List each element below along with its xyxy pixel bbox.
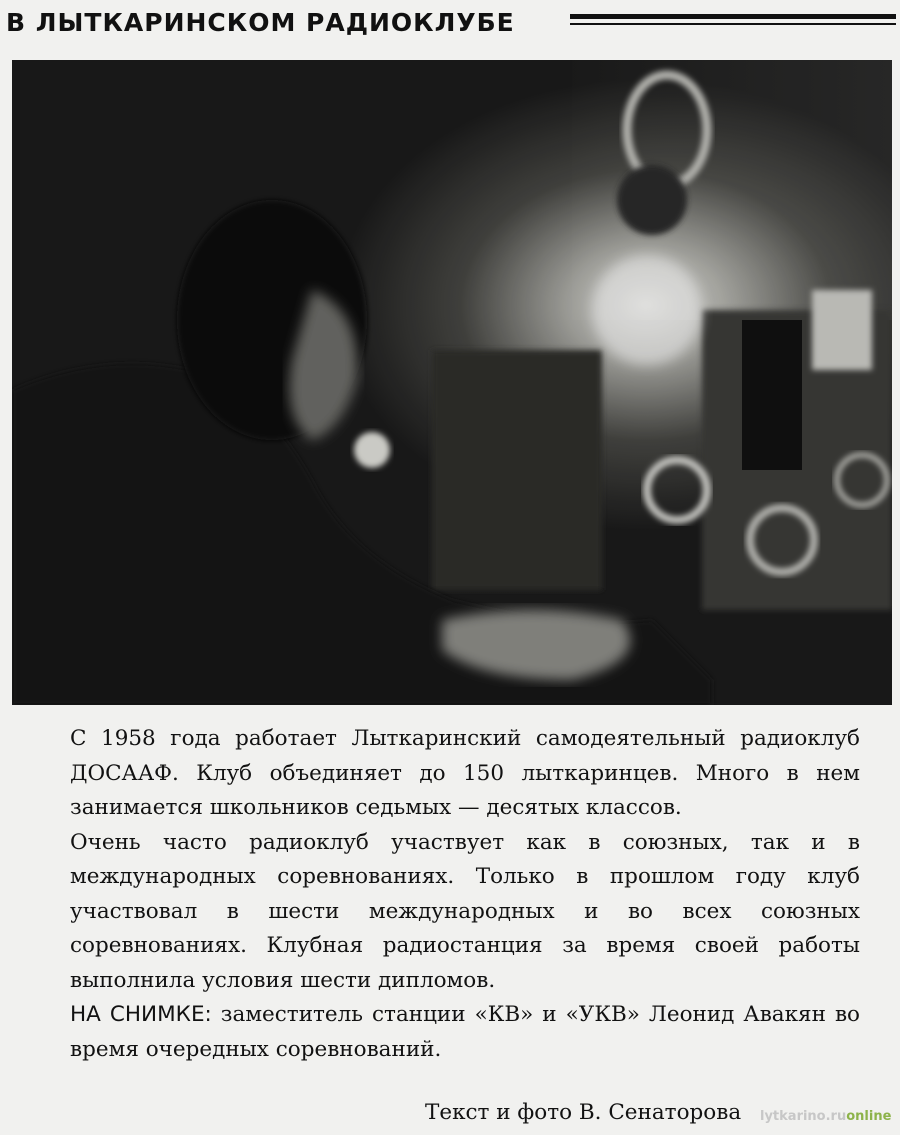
headline-rule-thin <box>570 23 896 25</box>
watermark-accent: online <box>846 1109 892 1124</box>
article-body <box>70 722 860 1067</box>
site-watermark <box>760 1109 891 1124</box>
article-headline: В ЛЫТКАРИНСКОМ РАДИОКЛУБЕ <box>6 8 515 37</box>
photo-radio-operator <box>12 60 892 705</box>
article-paragraph-1: С 1958 года работает Лыткаринский самодеятельный радиоклуб ДОСААФ. Клуб объединяет до 150 лыткаринцев. Много в нем занимается школьников седьмых — десятых классов. <box>70 726 860 820</box>
caption-text: заместитель станции «КВ» и «УКВ» Леонид Авакян во время очередных соревнований. <box>70 1002 860 1062</box>
caption-label: НА СНИМКЕ: <box>70 1002 212 1027</box>
news-photo <box>12 60 892 705</box>
photo-caption <box>70 998 860 1067</box>
headline-rule-thick <box>570 14 896 19</box>
watermark-text: lytkarino.ru <box>760 1109 847 1124</box>
photo-credit: Текст и фото В. Сенаторова <box>425 1100 742 1125</box>
article-paragraph-2: Очень часто радиоклуб участвует как в союзных, так и в международных соревнованиях. Только в прошлом году клуб участвовал в шести международных и во всех союзных соревнованиях. Клубная радиостанция за время своей работы выполнила условия шести дипломов. <box>70 829 860 993</box>
